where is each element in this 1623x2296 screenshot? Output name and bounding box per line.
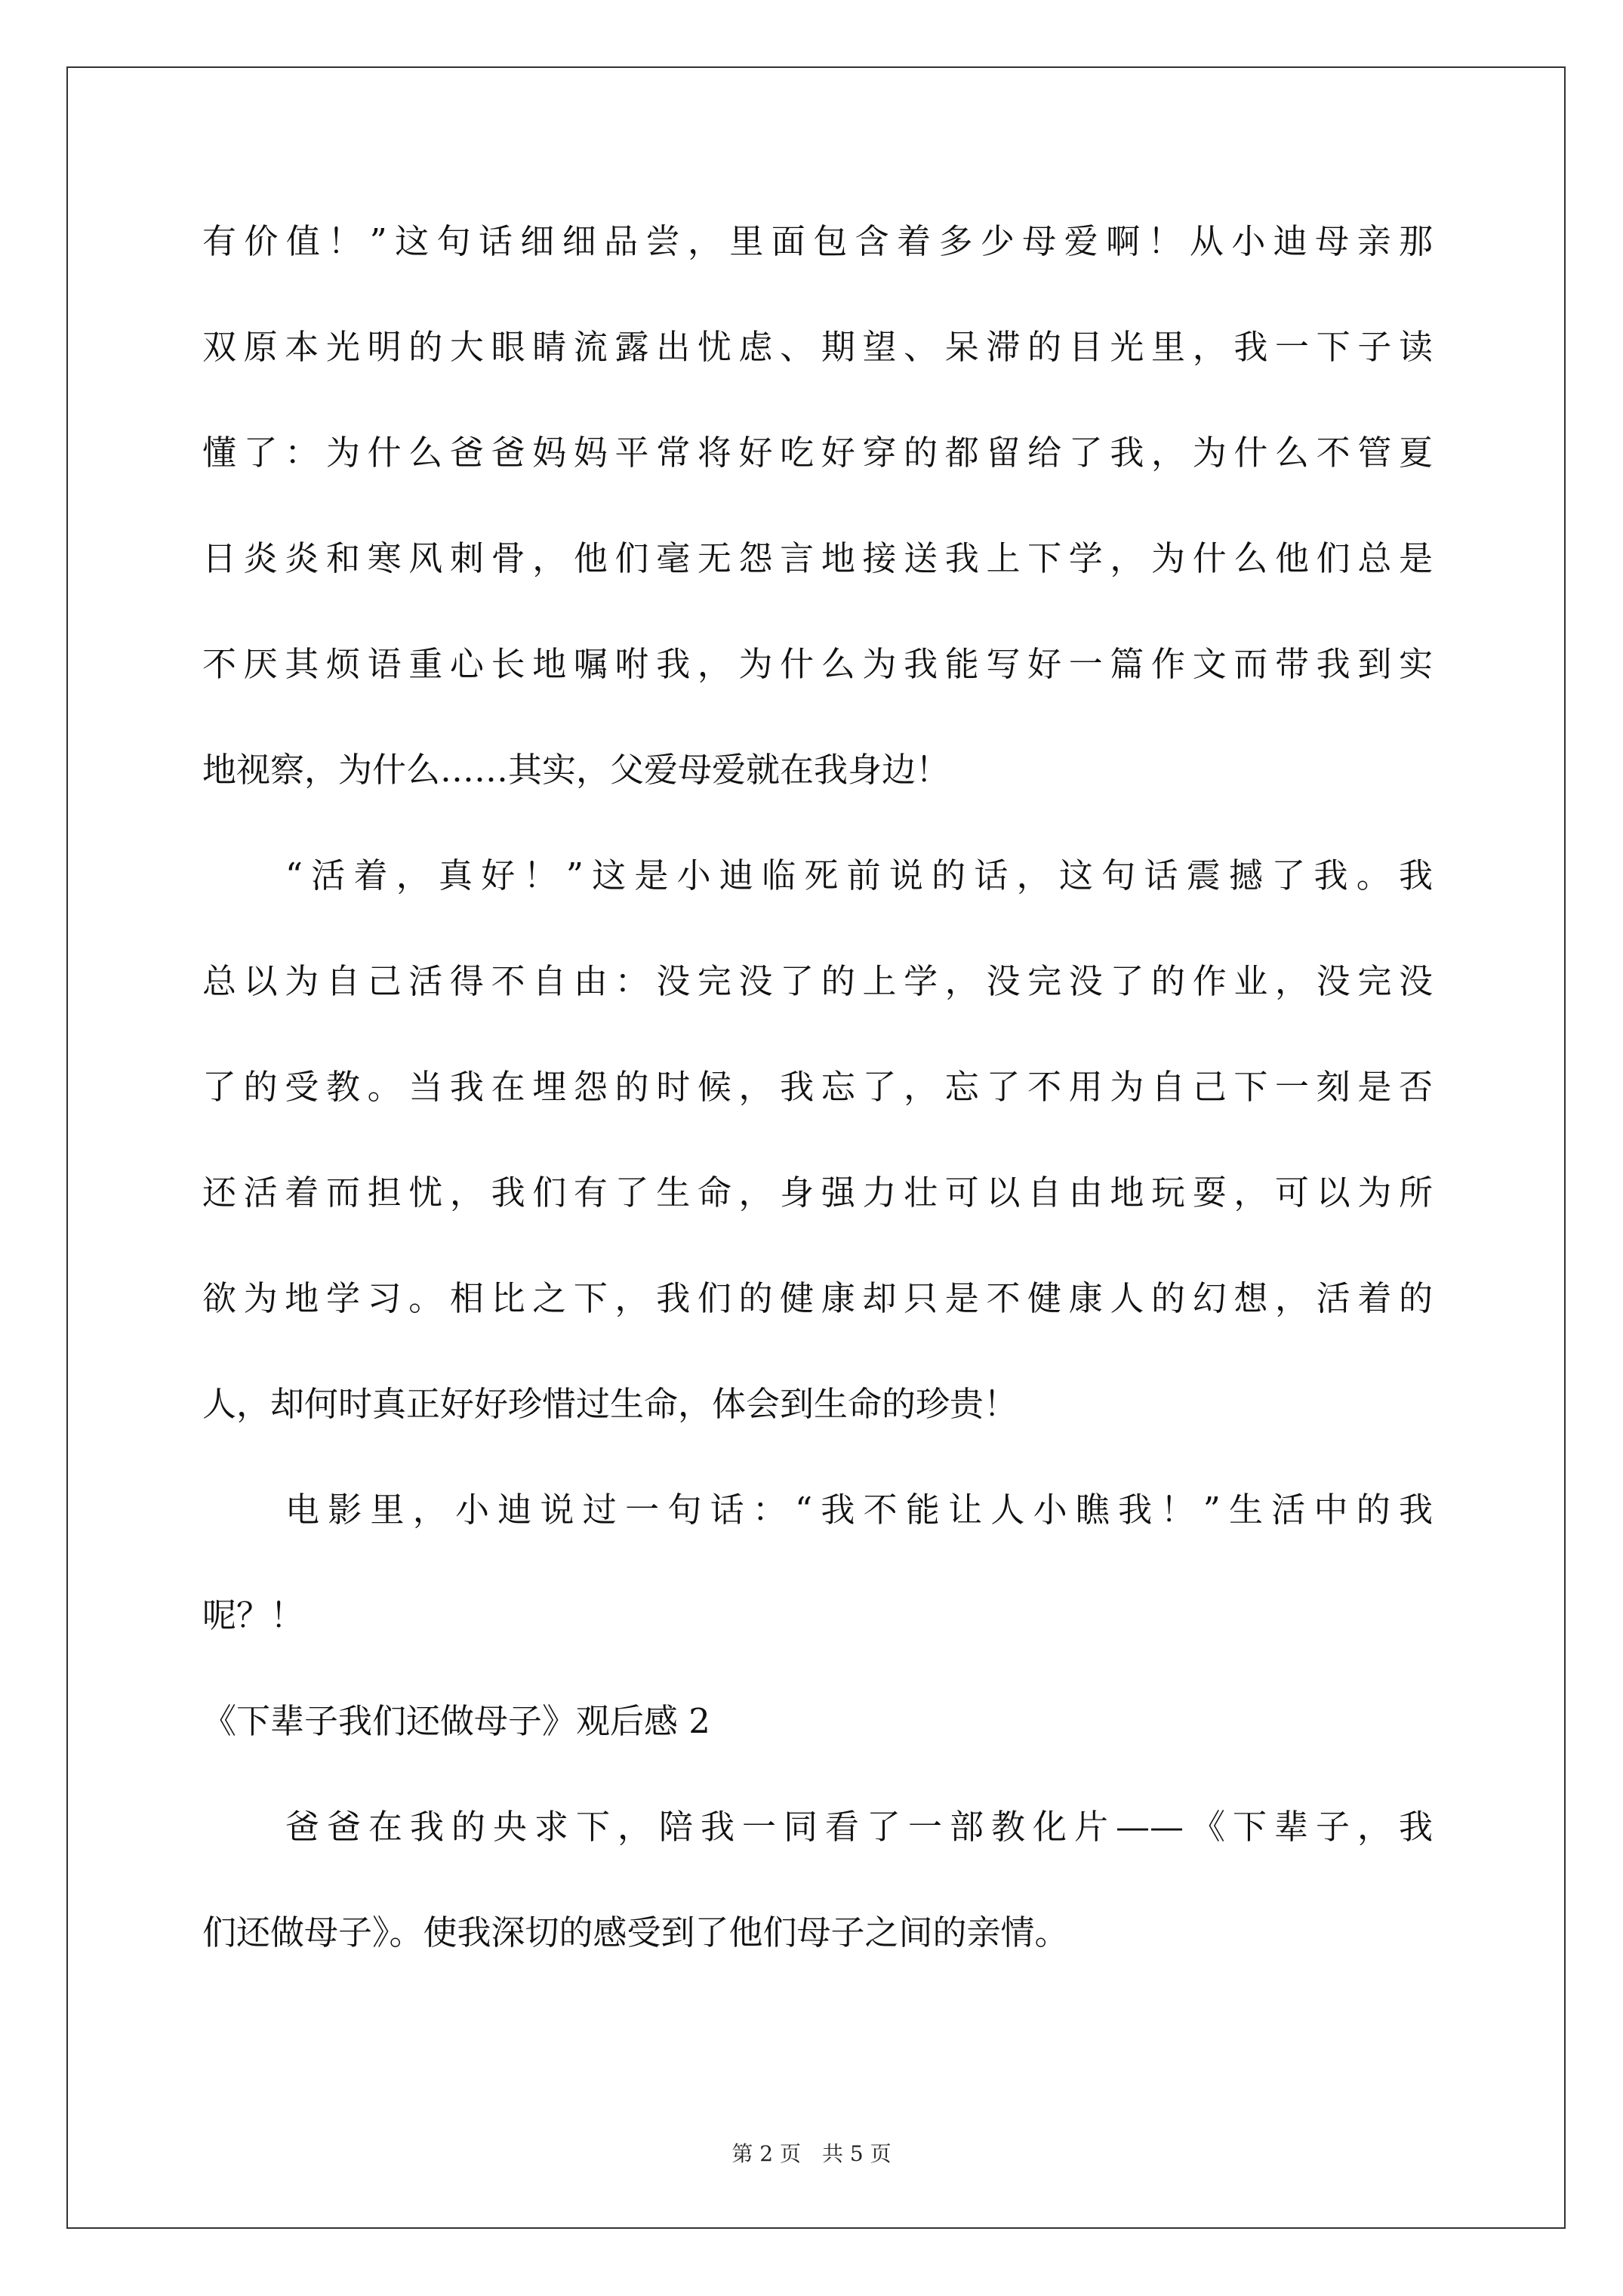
- text-line: 了的受教。当我在埋怨的时候，我忘了，忘了不用为自己下一刻是否: [202, 1067, 1433, 1107]
- paragraph: [202, 849, 1433, 1484]
- text-line: “活着，真好！”这是小迪临死前说的话，这句话震撼了我。我: [285, 855, 1433, 895]
- text-line: 不厌其烦语重心长地嘱咐我，为什么为我能写好一篇作文而带我到实: [202, 644, 1433, 684]
- text-line: 人，却何时真正好好珍惜过生命，体会到生命的珍贵！: [202, 1384, 1018, 1424]
- paragraph: [202, 215, 1433, 849]
- text-line: 懂了：为什么爸爸妈妈平常将好吃好穿的都留给了我，为什么不管夏: [202, 433, 1433, 473]
- text-line: 双原本光明的大眼睛流露出忧虑、期望、呆滞的目光里，我一下子读: [202, 327, 1433, 367]
- heading-text: 《下辈子我们还做母子》观后感 2: [202, 1701, 710, 1741]
- paragraph: [202, 1801, 1433, 2012]
- paragraph: [202, 1484, 1433, 1695]
- section-heading: [202, 1695, 1433, 1801]
- text-line: 有价值！”这句话细细品尝，里面包含着多少母爱啊！从小迪母亲那: [202, 221, 1433, 261]
- text-line: 地视察，为什么……其实，父爱母爱就在我身边！: [202, 750, 950, 790]
- text-line: 爸爸在我的央求下，陪我一同看了一部教化片——《下辈子，我: [285, 1807, 1433, 1847]
- text-line: 们还做母子》。使我深切的感受到了他们母子之间的亲情。: [202, 1912, 1069, 1952]
- text-line: 还活着而担忧，我们有了生命，身强力壮可以自由地玩耍，可以为所: [202, 1173, 1433, 1213]
- text-line: 欲为地学习。相比之下，我们的健康却只是不健康人的幻想，活着的: [202, 1278, 1433, 1318]
- text-line: 日炎炎和寒风刺骨，他们毫无怨言地接送我上下学，为什么他们总是: [202, 538, 1433, 578]
- text-line: 电影里，小迪说过一句话：“我不能让人小瞧我！”生活中的我: [285, 1490, 1433, 1530]
- text-line: 呢？！: [202, 1595, 305, 1635]
- text-line: 总以为自己活得不自由：没完没了的上学，没完没了的作业，没完没: [202, 961, 1433, 1001]
- document-body: [202, 215, 1433, 2012]
- page-number-footer: 第 2 页 共 5 页: [731, 2141, 892, 2166]
